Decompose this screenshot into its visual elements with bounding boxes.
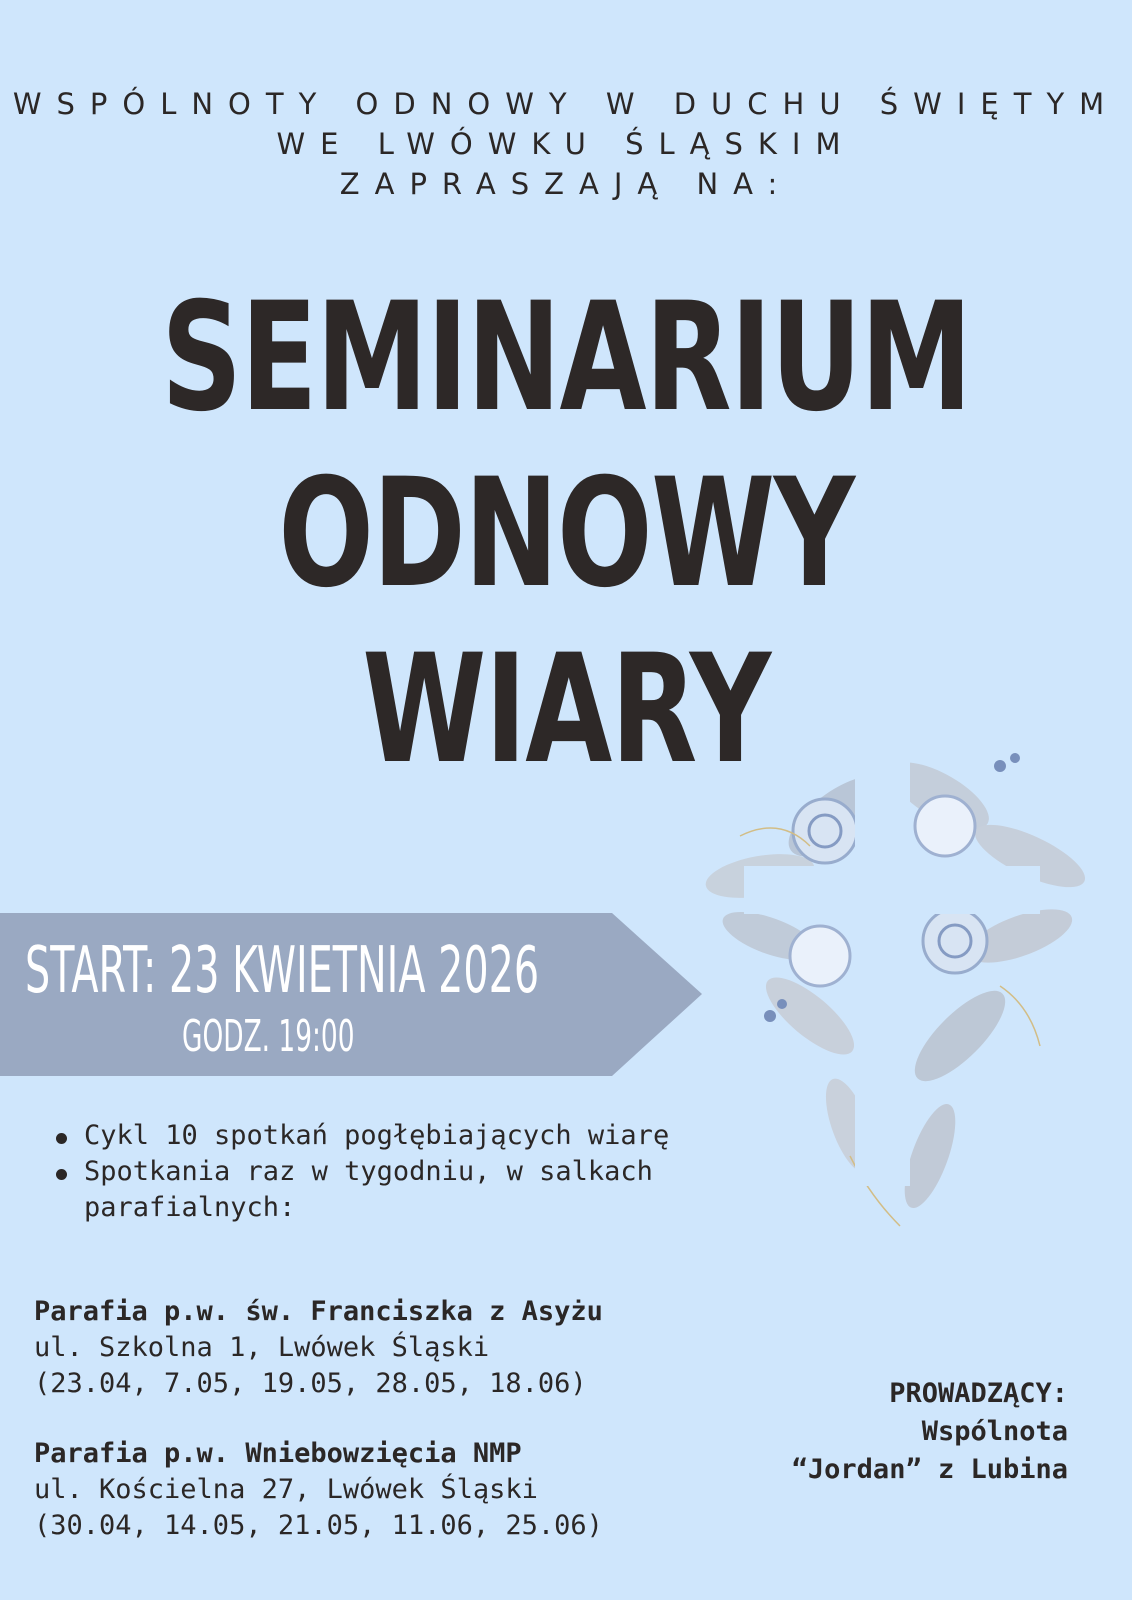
leader-info — [688, 1375, 1068, 1489]
start-banner — [0, 913, 702, 1076]
parish-address: ul. Szkolna 1, Lwówek Śląski — [34, 1332, 490, 1363]
header-line-1: WSPÓLNOTY ODNOWY W DUCHU ŚWIĘTYM — [12, 87, 1120, 121]
info-list — [52, 1118, 692, 1226]
parish-dates: (30.04, 14.05, 21.05, 11.06, 25.06) — [34, 1510, 603, 1541]
leader-label: PROWADZĄCY: — [889, 1378, 1068, 1409]
list-item: Cykl 10 spotkań pogłębiających wiarę — [52, 1118, 692, 1154]
parish-2 — [34, 1436, 734, 1544]
list-item: Spotkania raz w tygodniu, w salkach parafialnych: — [52, 1154, 692, 1226]
leader-line-2: “Jordan” z Lubina — [791, 1454, 1068, 1485]
parish-1 — [34, 1294, 734, 1402]
title-line-3: WIARY — [362, 623, 770, 797]
start-date: START: 23 KWIETNIA 2026 — [25, 934, 540, 1008]
parish-address: ul. Kościelna 27, Lwówek Śląski — [34, 1474, 538, 1505]
start-time: GODZ. 19:00 — [182, 1011, 355, 1062]
organizer-header — [0, 84, 1132, 204]
title-line-2: ODNOWY — [278, 447, 854, 621]
header-line-2: WE LWÓWKU ŚLĄSKIM — [276, 127, 856, 161]
parish-dates: (23.04, 7.05, 19.05, 28.05, 18.06) — [34, 1368, 587, 1399]
title-line-1: SEMINARIUM — [161, 271, 971, 445]
leader-line-1: Wspólnota — [921, 1416, 1068, 1447]
parish-name: Parafia p.w. św. Franciszka z Asyżu — [34, 1296, 603, 1327]
parish-name: Parafia p.w. Wniebowzięcia NMP — [34, 1438, 522, 1469]
floral-cross-icon — [700, 686, 1100, 1246]
header-line-3: ZAPRASZAJĄ NA: — [339, 167, 793, 201]
